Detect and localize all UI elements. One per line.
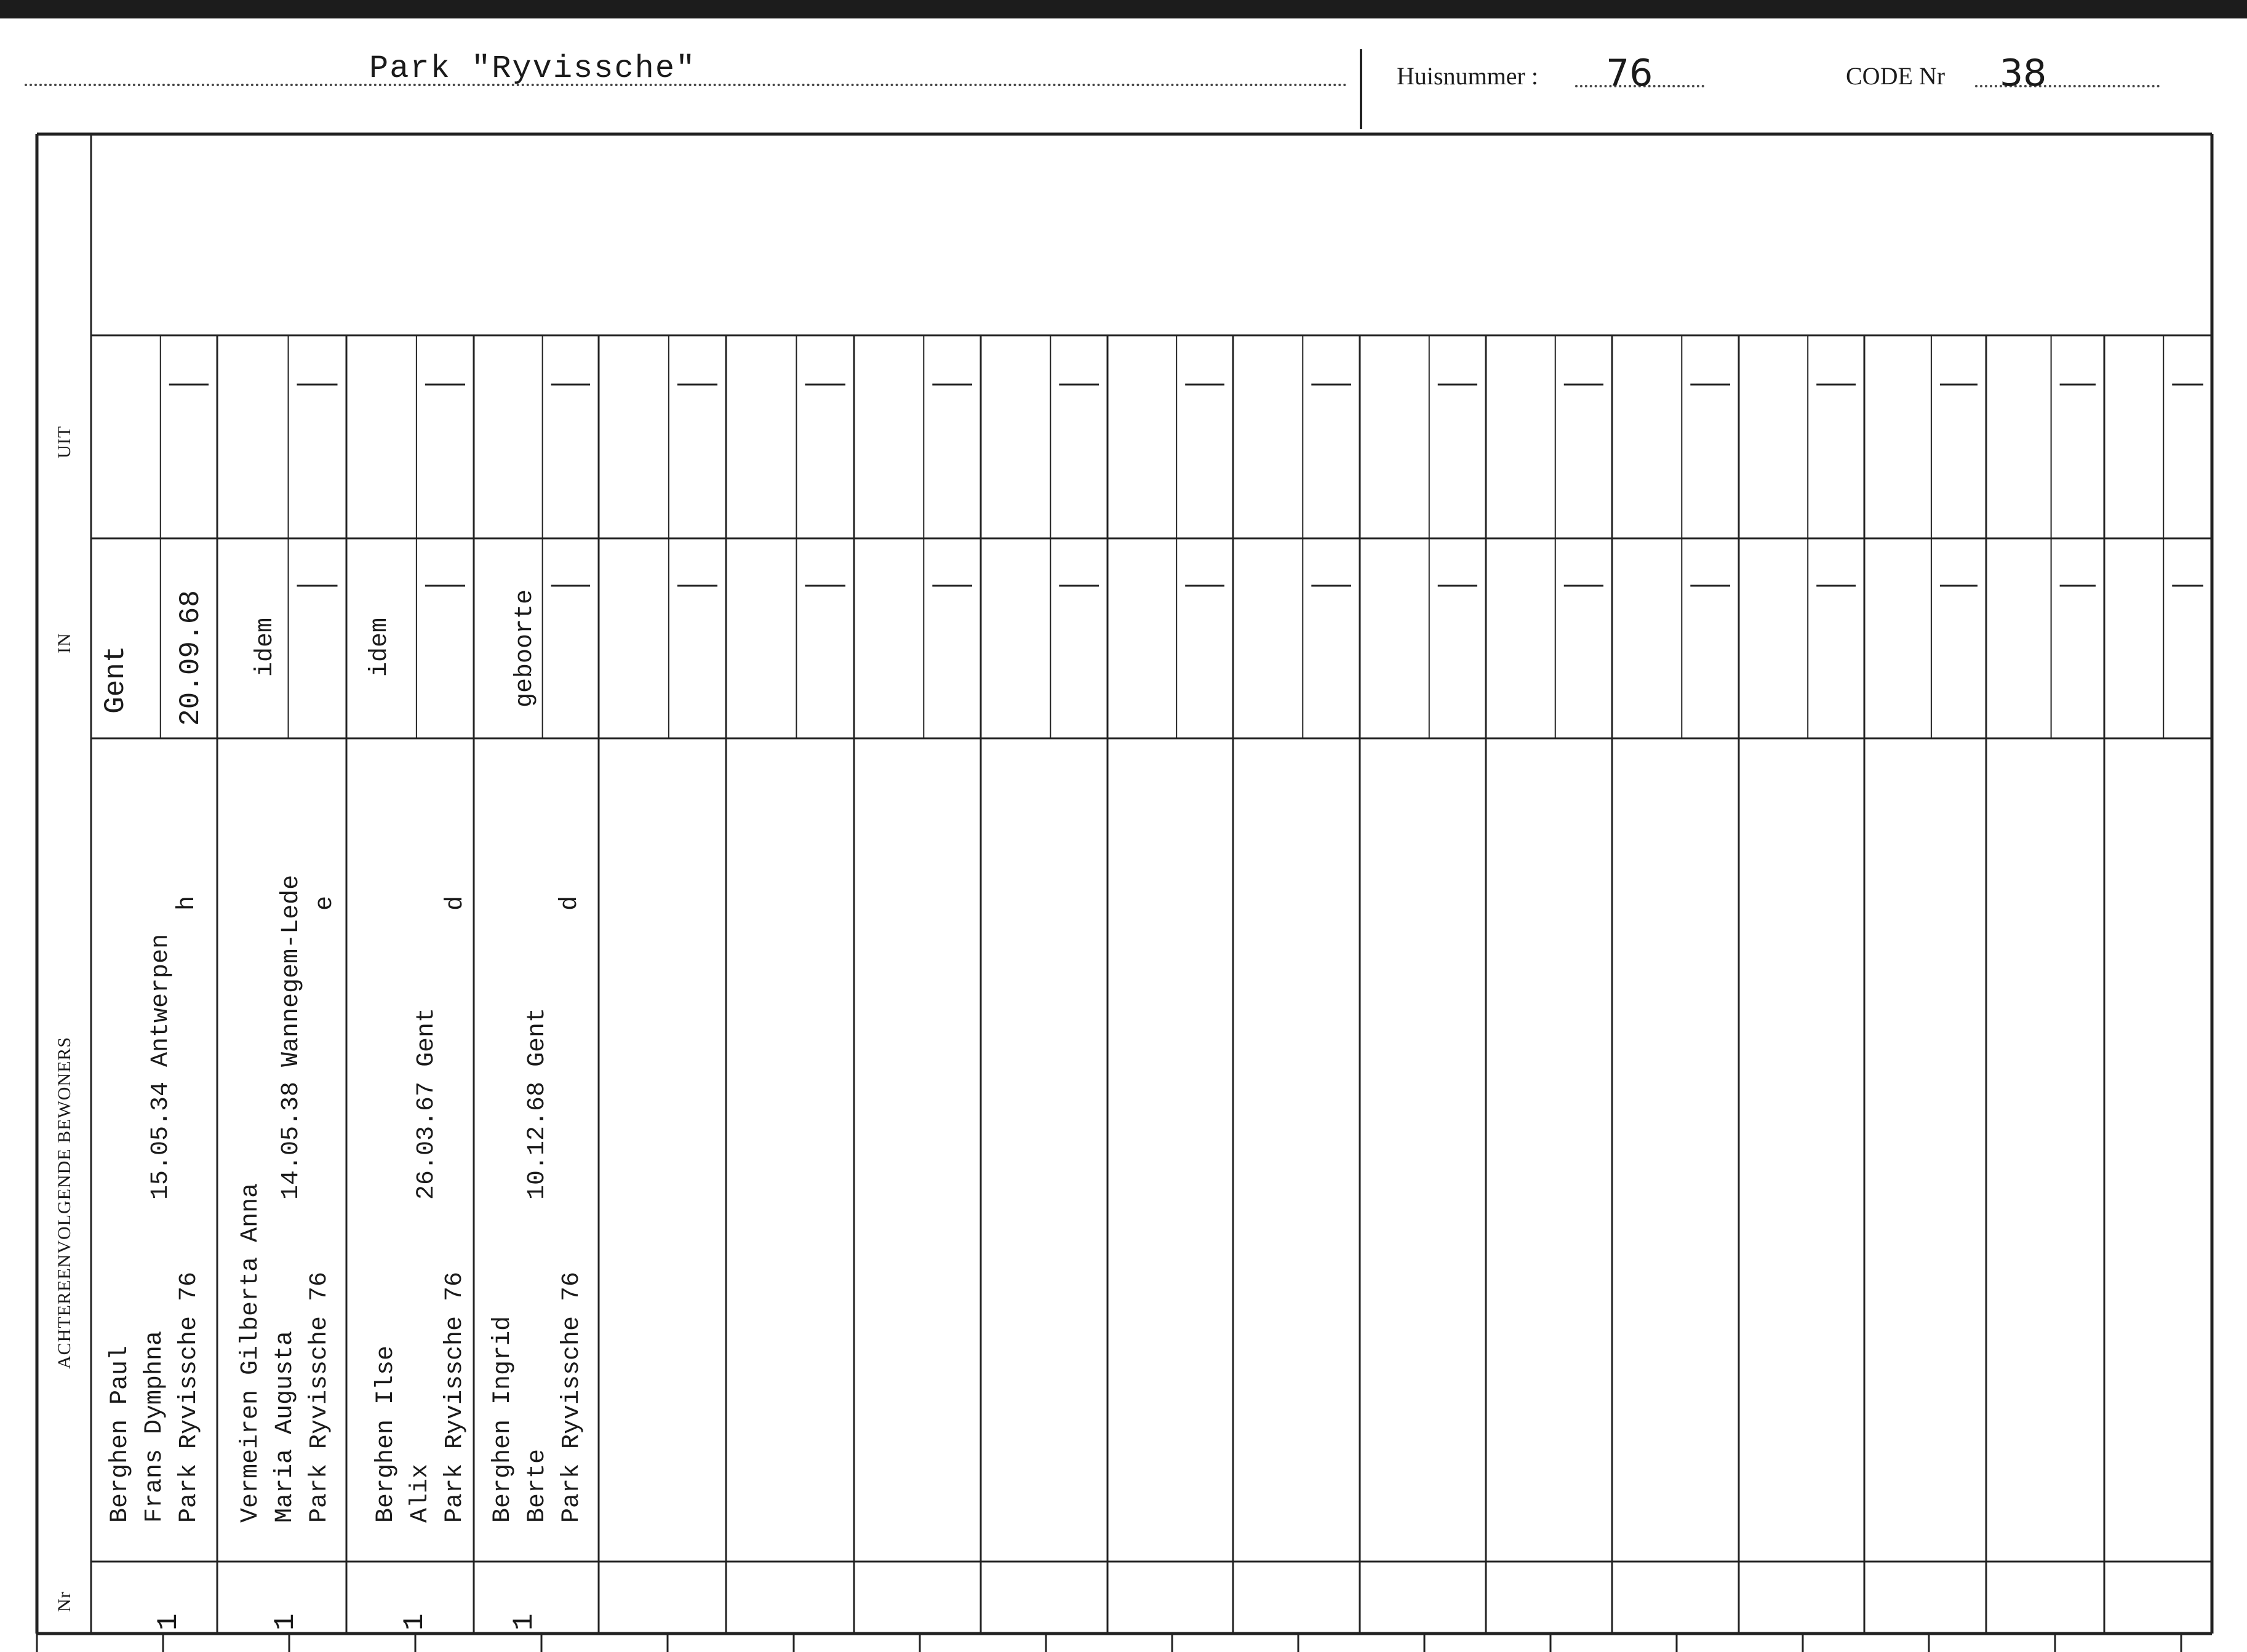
entry-1-in-place: Gent [100, 645, 132, 714]
entry-2-given-names: Maria Augusta [271, 1330, 299, 1523]
house-number-label: Huisnummer : [1397, 62, 1538, 90]
entry-4-in-place: geboorte [511, 589, 539, 708]
entry-3-birth: 26.03.67 Gent [413, 1007, 441, 1200]
entry-1-nr: 1 [153, 1613, 185, 1630]
entry-4-code: d [556, 895, 584, 911]
entry-1-given-names: Frans Dymphna [141, 1330, 169, 1523]
row-label-residents: ACHTEREENVOLGENDE BEWONERS [54, 1036, 74, 1369]
row-label-nr: Nr [54, 1591, 74, 1612]
entry-2-birth: 14.05.38 Wannegem-Lede [277, 874, 305, 1200]
entry-3-nr: 1 [399, 1613, 431, 1630]
street-name: Park "Ryvissche" [369, 50, 696, 87]
entry-3-address: Park Ryvissche 76 [441, 1271, 469, 1523]
entry-2-code: e [311, 895, 339, 911]
entry-2-nr: 1 [269, 1613, 301, 1630]
entry-3-code: d [442, 895, 469, 911]
entry-4-given-names: Berte [524, 1448, 551, 1523]
entry-1-code: h [174, 895, 201, 911]
entry-4-name: Berghen Ingrid [489, 1315, 517, 1523]
entry-4-nr: 1 [508, 1613, 540, 1630]
code-nr-label: CODE Nr [1846, 62, 1946, 90]
code-nr-value: 38 [2000, 52, 2047, 95]
entry-3-given-names: Alix [407, 1463, 434, 1523]
row-label-uit: UIT [54, 426, 74, 458]
entry-3-name: Berghen Ilse [372, 1345, 400, 1523]
entry-2-name: Vermeiren Gilberta Anna [237, 1183, 265, 1523]
entry-3-in-place: idem [366, 617, 394, 677]
row-label-in: IN [54, 632, 74, 653]
entry-4-birth: 10.12.68 Gent [524, 1007, 551, 1200]
entry-1-name: Berghen Paul [106, 1345, 134, 1523]
house-number-value: 76 [1606, 52, 1653, 95]
entry-1-address: Park Ryvissche 76 [175, 1271, 203, 1523]
entry-1-birth: 15.05.34 Antwerpen [147, 933, 175, 1200]
entry-4-address: Park Ryvissche 76 [558, 1271, 586, 1523]
entry-1-in-date: 20.09.68 [175, 590, 207, 726]
entry-2-in-place: idem [252, 617, 279, 677]
entry-2-address: Park Ryvissche 76 [306, 1271, 333, 1523]
